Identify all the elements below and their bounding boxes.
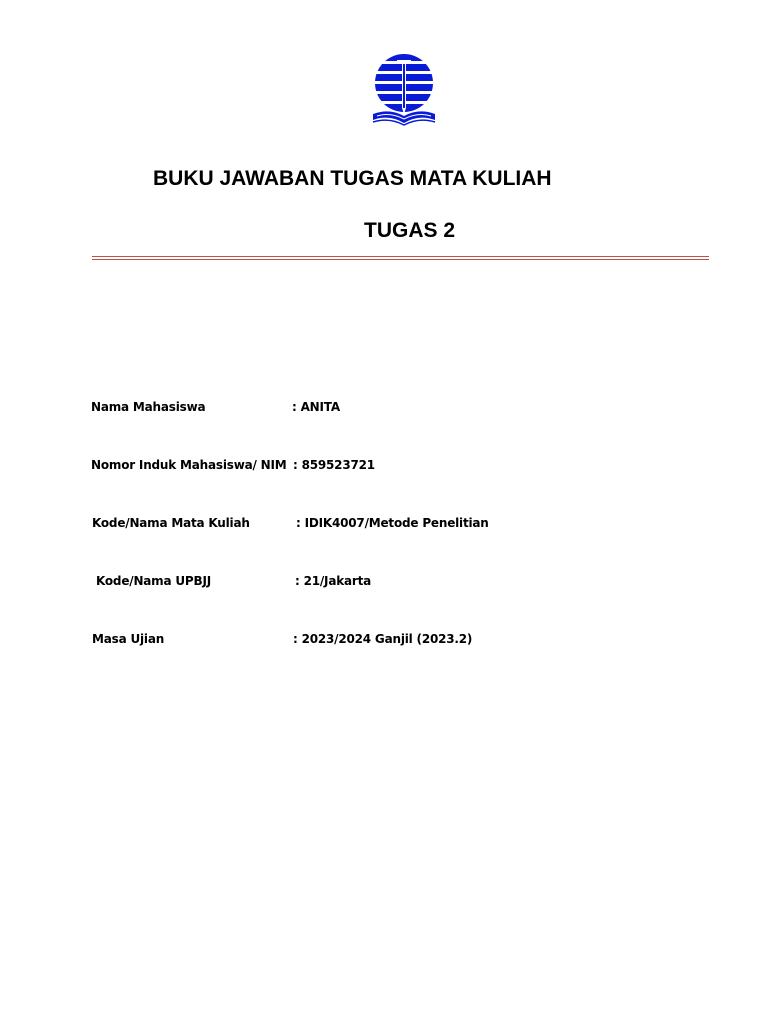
- divider-line: [92, 259, 709, 260]
- field-value-masa-ujian: : 2023/2024 Ganjil (2023.2): [293, 632, 473, 646]
- field-value-mata-kuliah: : IDIK4007/Metode Penelitian: [296, 516, 489, 530]
- field-value-upbjj: : 21/Jakarta: [295, 574, 372, 588]
- field-label-mata-kuliah: Kode/Nama Mata Kuliah: [92, 516, 250, 530]
- document-subtitle: TUGAS 2: [364, 219, 456, 242]
- field-value-nama: : ANITA: [292, 400, 340, 414]
- field-label-upbjj: Kode/Nama UPBJJ: [96, 574, 211, 588]
- field-label-nama: Nama Mahasiswa: [91, 400, 206, 414]
- document-title: BUKU JAWABAN TUGAS MATA KULIAH: [153, 167, 552, 190]
- divider-line: [92, 256, 709, 257]
- field-label-nim: Nomor Induk Mahasiswa/ NIM: [91, 458, 287, 472]
- ut-logo-icon: [371, 52, 437, 126]
- field-label-masa-ujian: Masa Ujian: [92, 632, 165, 646]
- field-value-nim: : 859523721: [293, 458, 375, 472]
